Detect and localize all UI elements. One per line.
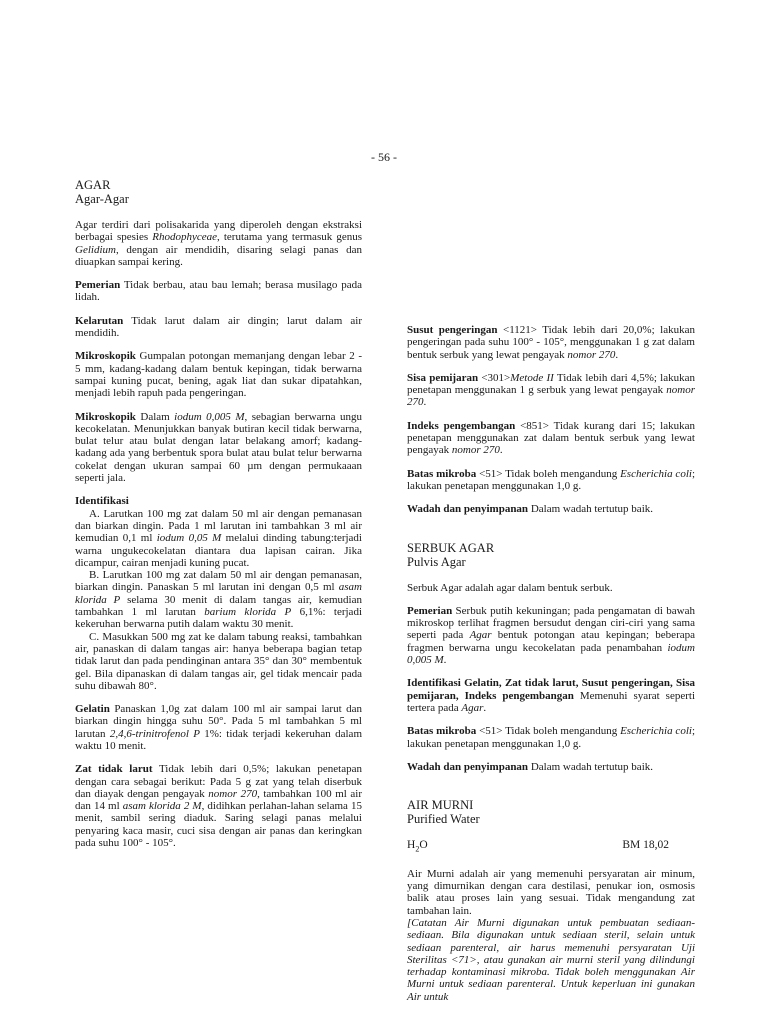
monograph-title: AIR MURNI: [407, 798, 474, 813]
agar-mikroskopik-2: Mikroskopik Dalam iodum 0,005 M, sebagian berwarna ungu kecokelatan. Menunjukkan banyak butiran kecil tidak berwarna, bulat telur atau bulat dengan latar belakang amorf; kadang-kadang ada yang berbentuk spora bulat atau bulat telur berwarna cokelat dengan ukuran sampai 60 µm dengan permukaaan seperti jala.: [75, 410, 363, 485]
air-murni-catatan: [Catatan Air Murni digunakan untuk pembuatan sediaan-sediaan. Bila digunakan untuk sediaan steril, selain untuk sediaan parenteral, air harus memenuhi persyaratan Uji Sterilitas <71>, atau gunakan air murni steril yang dilindungi terhadap kontaminasi mikroba. Tidak boleh menggunakan Air Murni untuk sediaan parenteral. Untuk keperluan ini gunakan Air untuk: [407, 916, 695, 1003]
right-column: [407, 178, 695, 1003]
agar-sisa-pemijaran: Sisa pemijaran <301>Metode II Tidak lebih dari 4,5%; lakukan penetapan menggunakan 1 g serbuk yang lewat pengayak nomor 270.: [407, 371, 695, 409]
molecular-weight: BM 18,02: [622, 839, 669, 852]
serbuk-agar-intro: Serbuk Agar adalah agar dalam bentuk serbuk.: [407, 581, 613, 594]
serbuk-agar-identifikasi: Identifikasi Gelatin, Zat tidak larut, Susut pengeringan, Sisa pemijaran, Indeks pengembangan Memenuhi syarat seperti tertera pada Agar.: [407, 677, 695, 714]
serbuk-agar-batas-mikroba: Batas mikroba <51> Tidak boleh mengandung Escherichia coli; lakukan penetapan menggunakan 1,0 g.: [407, 725, 695, 750]
agar-gelatin: Gelatin Panaskan 1,0g zat dalam 100 ml air sampai larut dan biarkan dingin hingga suhu 50°. Pada 5 ml tambahkan 5 ml larutan 2,4,6-trinitrofenol P 1%: tidak terjadi kekeruhan dalam waktu 10 menit.: [75, 703, 362, 752]
agar-pemerian: Pemerian Tidak berbau, atau bau lemah; berasa musilago pada lidah.: [75, 279, 362, 304]
agar-wadah: Wadah dan penyimpanan Dalam wadah tertutup baik.: [407, 503, 653, 516]
agar-indeks-pengembangan: Indeks pengembangan <851> Tidak kurang dari 15; lakukan penetapan menggunakan zat dalam bentuk serbuk yang lewat pengayak nomor 270.: [407, 419, 695, 457]
agar-susut-pengeringan: Susut pengeringan <1121> Tidak lebih dari 20,0%; lakukan pengeringan pada suhu 100° - 105°, menggunakan 1 g zat dalam bentuk serbuk yang lewat pengayak nomor 270.: [407, 324, 695, 361]
agar-batas-mikroba: Batas mikroba <51> Tidak boleh mengandung Escherichia coli; lakukan penetapan menggunakan 1,0 g.: [407, 467, 695, 492]
monograph-title: SERBUK AGAR: [407, 540, 495, 555]
agar-intro: Agar terdiri dari polisakarida yang diperoleh dengan ekstraksi berbagai spesies Rhodophyceae, terutama yang termasuk genus Gelidium, dengan air mendidih, disaring selagi panas dan diuapkan sampai kering.: [75, 219, 362, 268]
agar-title-block: [75, 178, 362, 206]
agar-identifikasi-b: B. Larutkan 100 mg zat dalam 50 ml air dengan pemanasan, biarkan dingin. Panaskan 5 ml larutan ini dengan 0,5 ml asam klorida P selama 30 menit di dalam tangas air, kemudian tambahkan 1 ml larutan barium klorida P 6,1%: terjadi kekeruhan berwarna putih dalam waktu 30 menit.: [75, 569, 362, 631]
formula-row: [407, 839, 695, 856]
monograph-latin-name: Pulvis Agar: [407, 554, 466, 569]
agar-identifikasi-heading: Identifikasi: [75, 495, 129, 508]
agar-mikroskopik-1: Mikroskopik Gumpalan potongan memanjang dengan lebar 2 - 5 mm, kadang-kadang dalam bentuk kepingan, tidak berwarna sampai kuning pucat, bening, agak liat dan sukar dipatahkan, menjadi lebih rapuh pada pengeringan.: [75, 350, 362, 400]
air-murni-title-block: [407, 798, 695, 826]
agar-kelarutan: Kelarutan Tidak larut dalam air dingin; larut dalam air mendidih.: [75, 314, 362, 340]
serbuk-agar-pemerian: Pemerian Serbuk putih kekuningan; pada pengamatan di bawah mikroskop terlihat fragmen bersudut dengan ciri-ciri yang sama seperti pada Agar bentuk potongan atau kepingan; beberapa fragmen berwarna ungu kecokelatan pada penambahan iodum 0,005 M.: [407, 604, 695, 667]
serbuk-agar-wadah: Wadah dan penyimpanan Dalam wadah tertutup baik.: [407, 760, 653, 773]
serbuk-agar-title-block: [407, 541, 695, 569]
left-column: [75, 178, 362, 860]
agar-zat-tidak-larut: Zat tidak larut Tidak lebih dari 0,5%; lakukan penetapan dengan cara sebagai berikut: Pada 5 g zat yang telah diserbuk dan diayak dengan pengayak nomor 270, tambahkan 100 ml air dan 14 ml asam klorida 2 M, didihkan perlahan-lahan selama 15 menit, sambil sering diaduk. Saring selagi panas melalui penyaring kaca masir, cuci sisa dengan air panas dan keringkan pada suhu 100° - 105°.: [75, 763, 362, 850]
agar-identifikasi-c: C. Masukkan 500 mg zat ke dalam tabung reaksi, tambahkan air, panaskan di dalam tangas air: hanya beberapa bagian tetap tidak larut dan pada pendinginan antara 35° dan 30° membentuk gel. Bila dipanaskan di dalam tangas air, gel tidak mencair pada suhu dibawah 80°.: [75, 630, 362, 692]
monograph-latin-name: Purified Water: [407, 812, 480, 827]
molecular-formula: $H_2O$: [407, 839, 428, 854]
agar-identifikasi-a: A. Larutkan 100 mg zat dalam 50 ml air dengan pemanasan dan biarkan dingin. Pada 1 ml larutan ini tambahkan 3 ml air kemudian 0,1 ml iodum 0,05 M melalui dinding tabung:terjadi warna ungukecokelatan diantara dua lapisan cairan. Jika dicampur, cairan menjadi kuning pucat.: [75, 507, 362, 569]
page-number: - 56 -: [371, 150, 397, 164]
monograph-latin-name: Agar-Agar: [75, 192, 129, 206]
air-murni-intro: Air Murni adalah air yang memenuhi persyaratan air minum, yang dimurnikan dengan cara destilasi, penukar ion, osmosis balik atau proses lain yang sesuai. Tidak mengandung zat tambahan lain.: [407, 867, 695, 917]
monograph-title: AGAR: [75, 178, 111, 192]
